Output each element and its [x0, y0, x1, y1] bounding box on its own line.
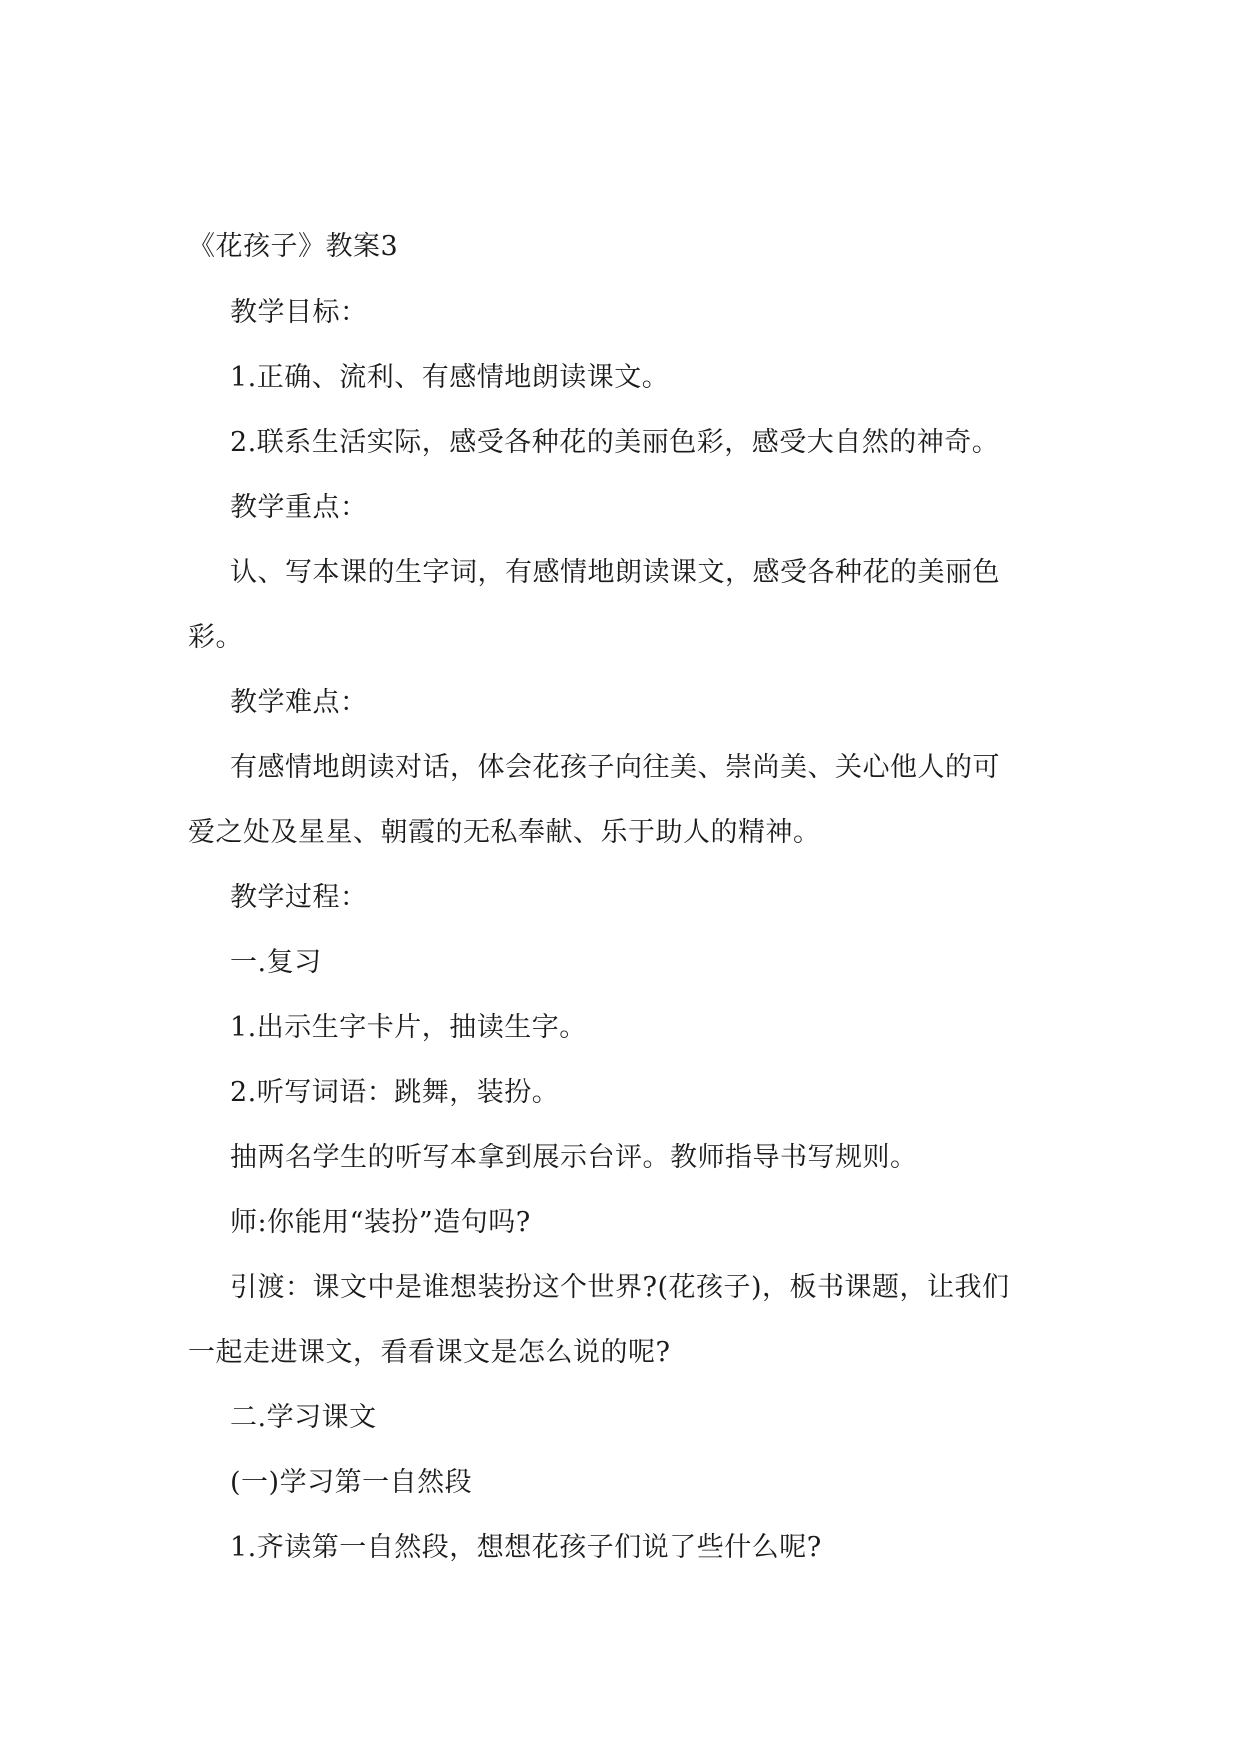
subsection-heading: (一)学习第一自然段	[230, 1467, 473, 1498]
section-heading-difficulties: 教学难点：	[230, 687, 368, 718]
subsection-heading: 二.学习课文	[230, 1402, 377, 1433]
section-heading-process: 教学过程：	[230, 882, 368, 913]
document-title: 《花孩子》教案3	[188, 231, 399, 262]
paragraph-line: 认、写本课的生字词，有感情地朗读课文，感受各种花的美丽色	[230, 557, 1000, 588]
paragraph-line: 师:你能用“装扮”造句吗?	[230, 1207, 531, 1238]
paragraph-line: 2.联系生活实际，感受各种花的美丽色彩，感受大自然的神奇。	[230, 427, 1000, 458]
section-heading-key-points: 教学重点：	[230, 492, 368, 523]
paragraph-line: 彩。	[188, 622, 243, 653]
paragraph-line: 1.出示生字卡片，抽读生字。	[230, 1012, 587, 1043]
paragraph-line: 一起走进课文，看看课文是怎么说的呢?	[188, 1337, 671, 1368]
paragraph-line: 1.正确、流利、有感情地朗读课文。	[230, 362, 670, 393]
paragraph-line: 1.齐读第一自然段，想想花孩子们说了些什么呢?	[230, 1532, 822, 1563]
paragraph-line: 有感情地朗读对话，体会花孩子向往美、崇尚美、关心他人的可	[230, 752, 1000, 783]
paragraph-line: 引渡：课文中是谁想装扮这个世界?(花孩子)，板书课题，让我们	[230, 1272, 1010, 1303]
subsection-heading: 一.复习	[230, 947, 322, 978]
paragraph-line: 抽两名学生的听写本拿到展示台评。教师指导书写规则。	[230, 1142, 918, 1173]
paragraph-line: 2.听写词语：跳舞，装扮。	[230, 1077, 560, 1108]
section-heading-objectives: 教学目标：	[230, 297, 368, 328]
paragraph-line: 爱之处及星星、朝霞的无私奉献、乐于助人的精神。	[188, 817, 821, 848]
